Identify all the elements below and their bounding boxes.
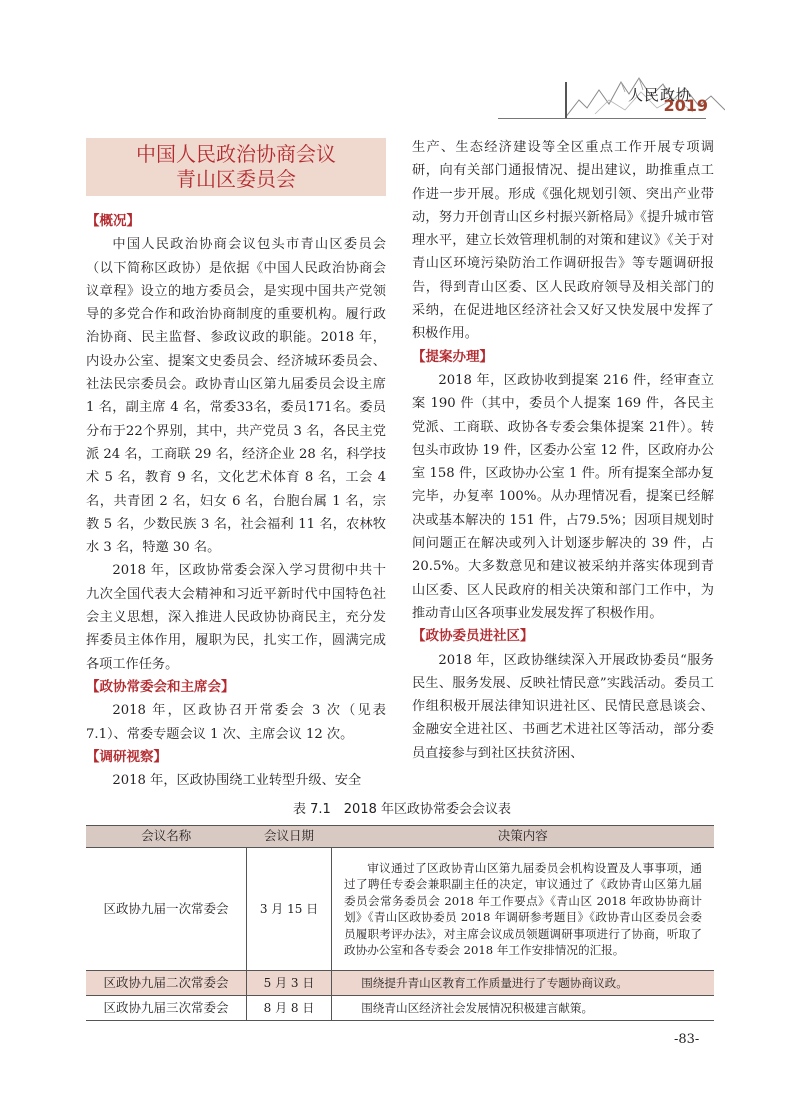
meeting-table (86, 825, 714, 1021)
column-header: 会议日期 (247, 826, 332, 848)
article-title (86, 138, 386, 196)
title-line-1: 中国人民政治协商会议 (136, 142, 336, 166)
section-heading-research: 【调研视察】 (86, 748, 167, 765)
meeting-name: 区政协九届二次常委会 (86, 971, 247, 996)
section-heading-overview: 【概况】 (86, 213, 140, 229)
table-header-row (86, 826, 714, 848)
meeting-content: 围绕青山区经济社会发展情况积极建言献策。 (332, 996, 715, 1021)
table-row (86, 971, 714, 996)
meeting-name: 区政协九届一次常委会 (86, 848, 247, 971)
meeting-date: 8 月 8 日 (247, 996, 332, 1021)
column-header: 会议名称 (86, 826, 247, 848)
paragraph: 2018 年，区政协围绕工业转型升级、安全 (112, 773, 362, 789)
right-column (412, 136, 714, 765)
header-year: 2019 (663, 96, 708, 115)
table-caption: 表 7.1 2018 年区政协常委会会议表 (292, 802, 512, 817)
meeting-date: 3 月 15 日 (247, 848, 332, 971)
paragraph: 2018 年，区政协收到提案 216 件，经审查立案 190 件（其中，委员个人提案 169 件，各民主党派、工商联、政协各专委会集体提案 21件）。转包头市政协 19 件，区委办公室 12 件，区政府办公室 158 件，区政协办公室 1 件。所有提案全部办复完毕，办复率 100%。从办理情况看，提案已经解决或基本解决的 151 件，占79.5%；因项目规划时间问题正在解决或列入计划逐步解决的 39 件，占 20.5%。大多数意见和建议被采纳并落实体现到青山区委、区人民政府的相关决策和部门工作中，为推动青山区各项事业发展发挥了积极作用。 (412, 372, 714, 621)
header-rule (498, 118, 706, 119)
paragraph: 生产、生态经济建设等全区重点工作开展专项调研，向有关部门通报情况、提出建议，助推重点工作进一步开展。形成《强化规划引领、突出产业带动，努力开创青山区乡村振兴新格局》《提升城市管理水平，建立长效管理机制的对策和建议》《关于对青山区环境污染防治工作调研报告》等专题调研报告，得到青山区委、区人民政府领导及相关部门的采纳，在促进地区经济社会又好又快发展中发挥了积极作用。 (412, 140, 714, 342)
paragraph: 中国人民政治协商会议包头市青山区委员会（以下简称区政协）是依据《中国人民政治协商会议章程》设立的地方委员会，是实现中国共产党领导的多党合作和政治协商制度的重要机构。履行政治协商、民主监督、参政议政的职能。2018 年，内设办公室、提案文史委员会、经济城环委员会、社法民宗委员会。政协青山区第九届委员会设主席 1 名，副主席 4 名，常委33名，委员171名。委员分布于22个界别，其中，共产党员 3 名，各民主党派 24 名，工商联 29 名，经济企业 28 名，科学技术 5 名，教育 9 名，文化艺术体育 8 名，工会 4 名，共青团 2 名，妇女 6 名，台胞台属 1 名，宗教 5 名，少数民族 3 名，社会福利 11 名，农林牧水 3 名，特邀 30 名。 (86, 237, 386, 556)
header-divider (565, 82, 567, 118)
left-column (86, 210, 386, 792)
meeting-name: 区政协九届三次常委会 (86, 996, 247, 1021)
table-row (86, 848, 714, 971)
title-line-2: 青山区委员会 (176, 167, 296, 191)
column-header: 决策内容 (332, 826, 715, 848)
header-section-title: 人民政协 (627, 86, 692, 104)
page-number: -83- (674, 1032, 700, 1047)
paragraph: 2018 年，区政协常委会深入学习贯彻中共十九次全国代表大会精神和习近平新时代中国特色社会主义思想，深入推进人民政协协商民主，充分发挥委员主体作用，履职为民，扎实工作，圆满完成各项工作任务。 (86, 563, 386, 672)
section-heading-community: 【政协委员进社区】 (412, 628, 534, 645)
meeting-date: 5 月 3 日 (247, 971, 332, 996)
section-heading-standing-committee: 【政协常委会和主席会】 (86, 678, 235, 695)
meeting-content: 围绕提升青山区教育工作质量进行了专题协商议政。 (332, 971, 715, 996)
table-row (86, 996, 714, 1021)
paragraph: 2018 年，区政协召开常委会 3 次（见表 7.1）、常委专题会议 1 次、主席会议 12 次。 (86, 703, 386, 742)
paragraph: 2018 年，区政协继续深入开展政协委员“服务民生、服务发展、反映社情民意”实践活动。委员工作组积极开展法律知识进社区、民情民意恳谈会、金融安全进社区、书画艺术进社区等活动，部分委员直接参与到社区扶贫济困、 (412, 652, 714, 761)
section-heading-proposals: 【提案办理】 (412, 348, 493, 365)
meeting-content: 审议通过了区政协青山区第九届委员会机构设置及人事事项，通过了聘任专委会兼职副主任的决定，审议通过了《政协青山区第九届委员会常务委员会 2018 年工作要点》《青山区 2018 年政协协商计划》《青山区政协委员 2018 年调研参考题目》《政协青山区委员会委员履职考评办法》，对主席会议成员领题调研事项进行了协商，听取了政协办公室和各专委会 2018 年工作安排情况的汇报。 (332, 848, 715, 971)
